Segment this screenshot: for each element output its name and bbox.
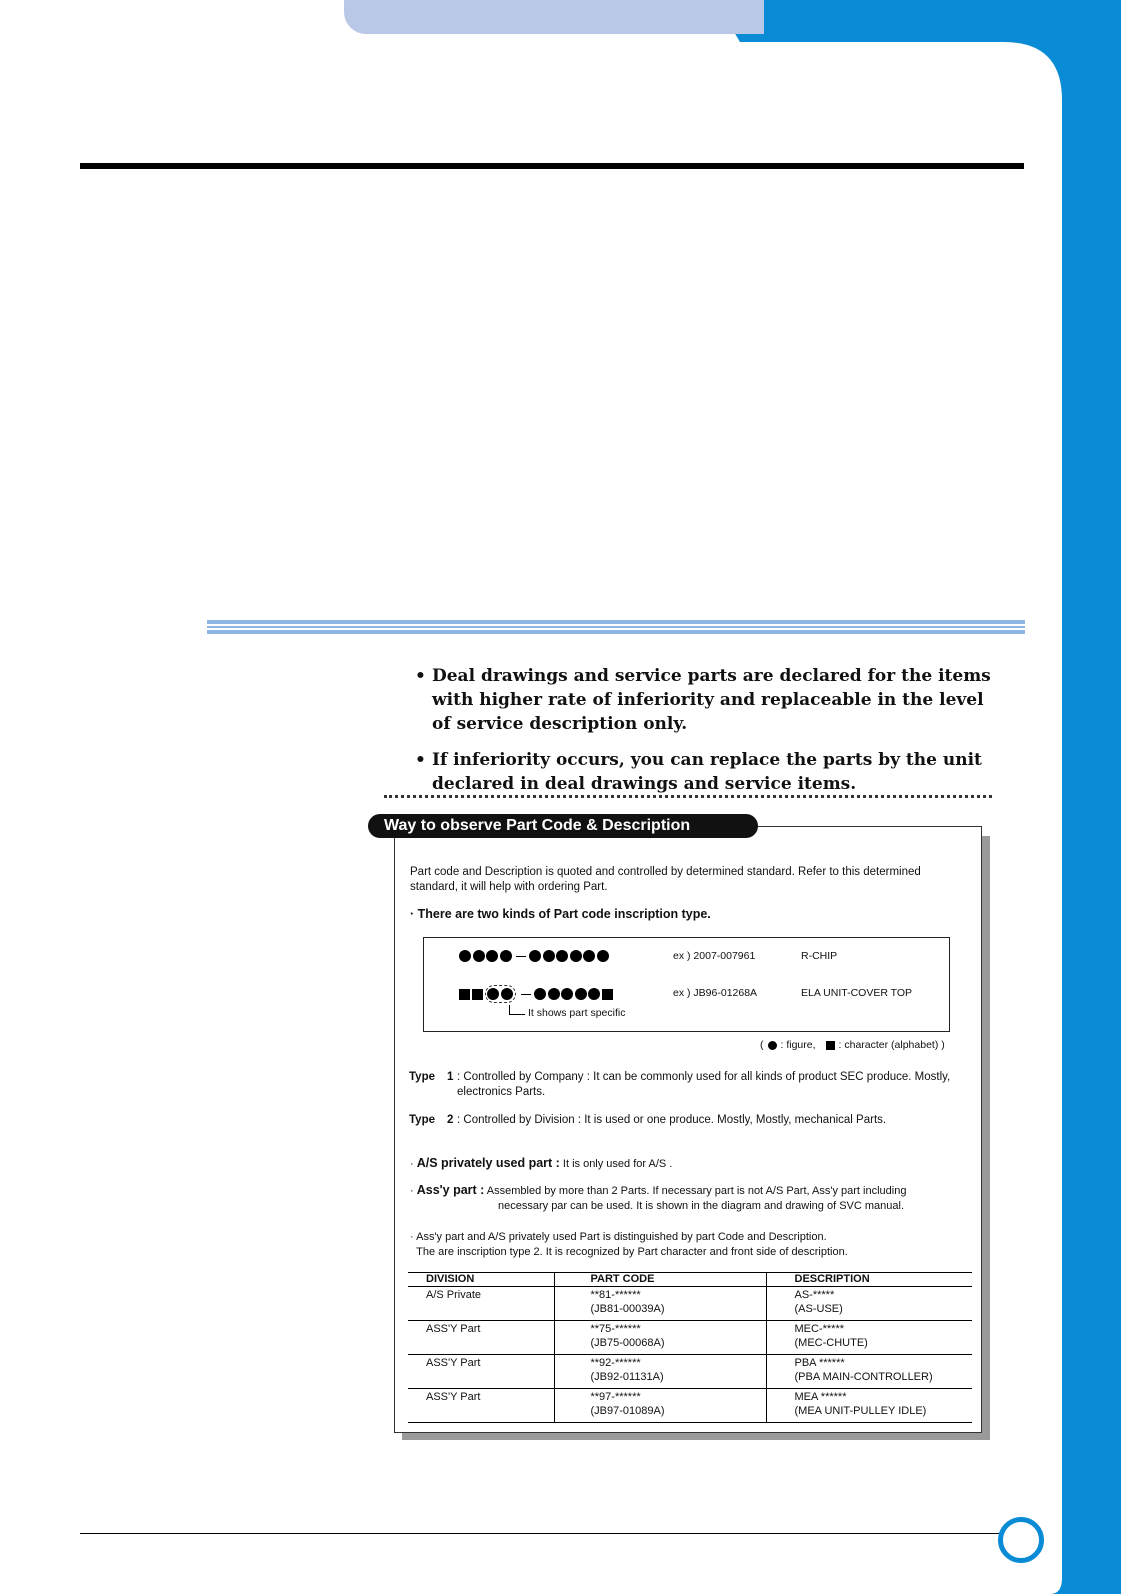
assy-part: · Ass'y part : Assembled by more than 2 Parts. If necessary part is not A/S Part, Ass'y part including necessary par can be used. It is shown in the diagram and drawing of SVC manual. <box>410 1183 907 1212</box>
example2-code: ex ) JB96-01268A <box>673 987 758 999</box>
table-row: ASS'Y Part **92-****** (JB92-01131A) PBA ****** (PBA MAIN-CONTROLLER) <box>408 1355 972 1389</box>
type1-description: Type 1 : Controlled by Company : It can be commonly used for all kinds of product SEC produce. Mostly, electronics Parts. <box>409 1071 951 1098</box>
example1-code: ex ) 2007-007961 <box>673 950 756 962</box>
header-tab <box>344 0 764 34</box>
glyph-legend: ( : figure, : character (alphabet) ) <box>760 1039 945 1051</box>
distinguish-note: · Ass'y part and A/S privately used Part is distinguished by part Code and Description. The are inscription type 2. It is recognized by Part character and front side of description. <box>410 1231 848 1258</box>
intro-bullets <box>415 664 995 808</box>
figure-dot-icon <box>768 1041 777 1050</box>
section-rule <box>207 620 1025 634</box>
as-private-part: · A/S privately used part : It is only used for A/S . <box>410 1156 673 1170</box>
table-row: ASS'Y Part **75-****** (JB75-00068A) MEC-***** (MEC-CHUTE) <box>408 1321 972 1355</box>
character-square-icon <box>826 1041 835 1050</box>
part-specific-label: It shows part specific <box>528 1007 626 1019</box>
pattern-type2 <box>459 985 615 1003</box>
panel-title: Way to observe Part Code & Description <box>368 814 758 838</box>
table-row: A/S Private **81-****** (JB81-00039A) AS-***** (AS-USE) <box>408 1287 972 1321</box>
column-header: DESCRIPTION <box>766 1273 972 1287</box>
type2-description: Type 2 : Controlled by Division : It is used or one produce. Mostly, Mostly, mechanical Parts. <box>409 1114 887 1126</box>
bullet-item: • If inferiority occurs, you can replace the parts by the unit declared in deal drawings and service items. <box>415 750 982 794</box>
column-header: DIVISION <box>408 1273 554 1287</box>
part-code-table <box>408 1272 972 1423</box>
page-number-badge <box>998 1517 1044 1563</box>
footer-rule <box>80 1533 1000 1534</box>
pattern-type1 <box>459 950 610 962</box>
example1-name: R-CHIP <box>801 950 838 962</box>
header-rule <box>80 163 1024 169</box>
specific-bracket <box>509 1005 525 1015</box>
column-header: PART CODE <box>554 1273 766 1287</box>
table-header-row <box>408 1273 972 1287</box>
inscription-kinds: · There are two kinds of Part code inscription type. <box>410 907 711 921</box>
bullet-item: • Deal drawings and service parts are declared for the items with higher rate of inferiority and replaceable in the level of service description only. <box>415 666 991 734</box>
dotted-divider <box>384 795 992 798</box>
example2-name: ELA UNIT-COVER TOP <box>801 987 913 999</box>
panel-intro: Part code and Description is quoted and controlled by determined standard. Refer to this determined standard, it will help with ordering Part. <box>410 866 921 893</box>
table-row: ASS'Y Part **97-****** (JB97-01089A) MEA ****** (MEA UNIT-PULLEY IDLE) <box>408 1389 972 1423</box>
